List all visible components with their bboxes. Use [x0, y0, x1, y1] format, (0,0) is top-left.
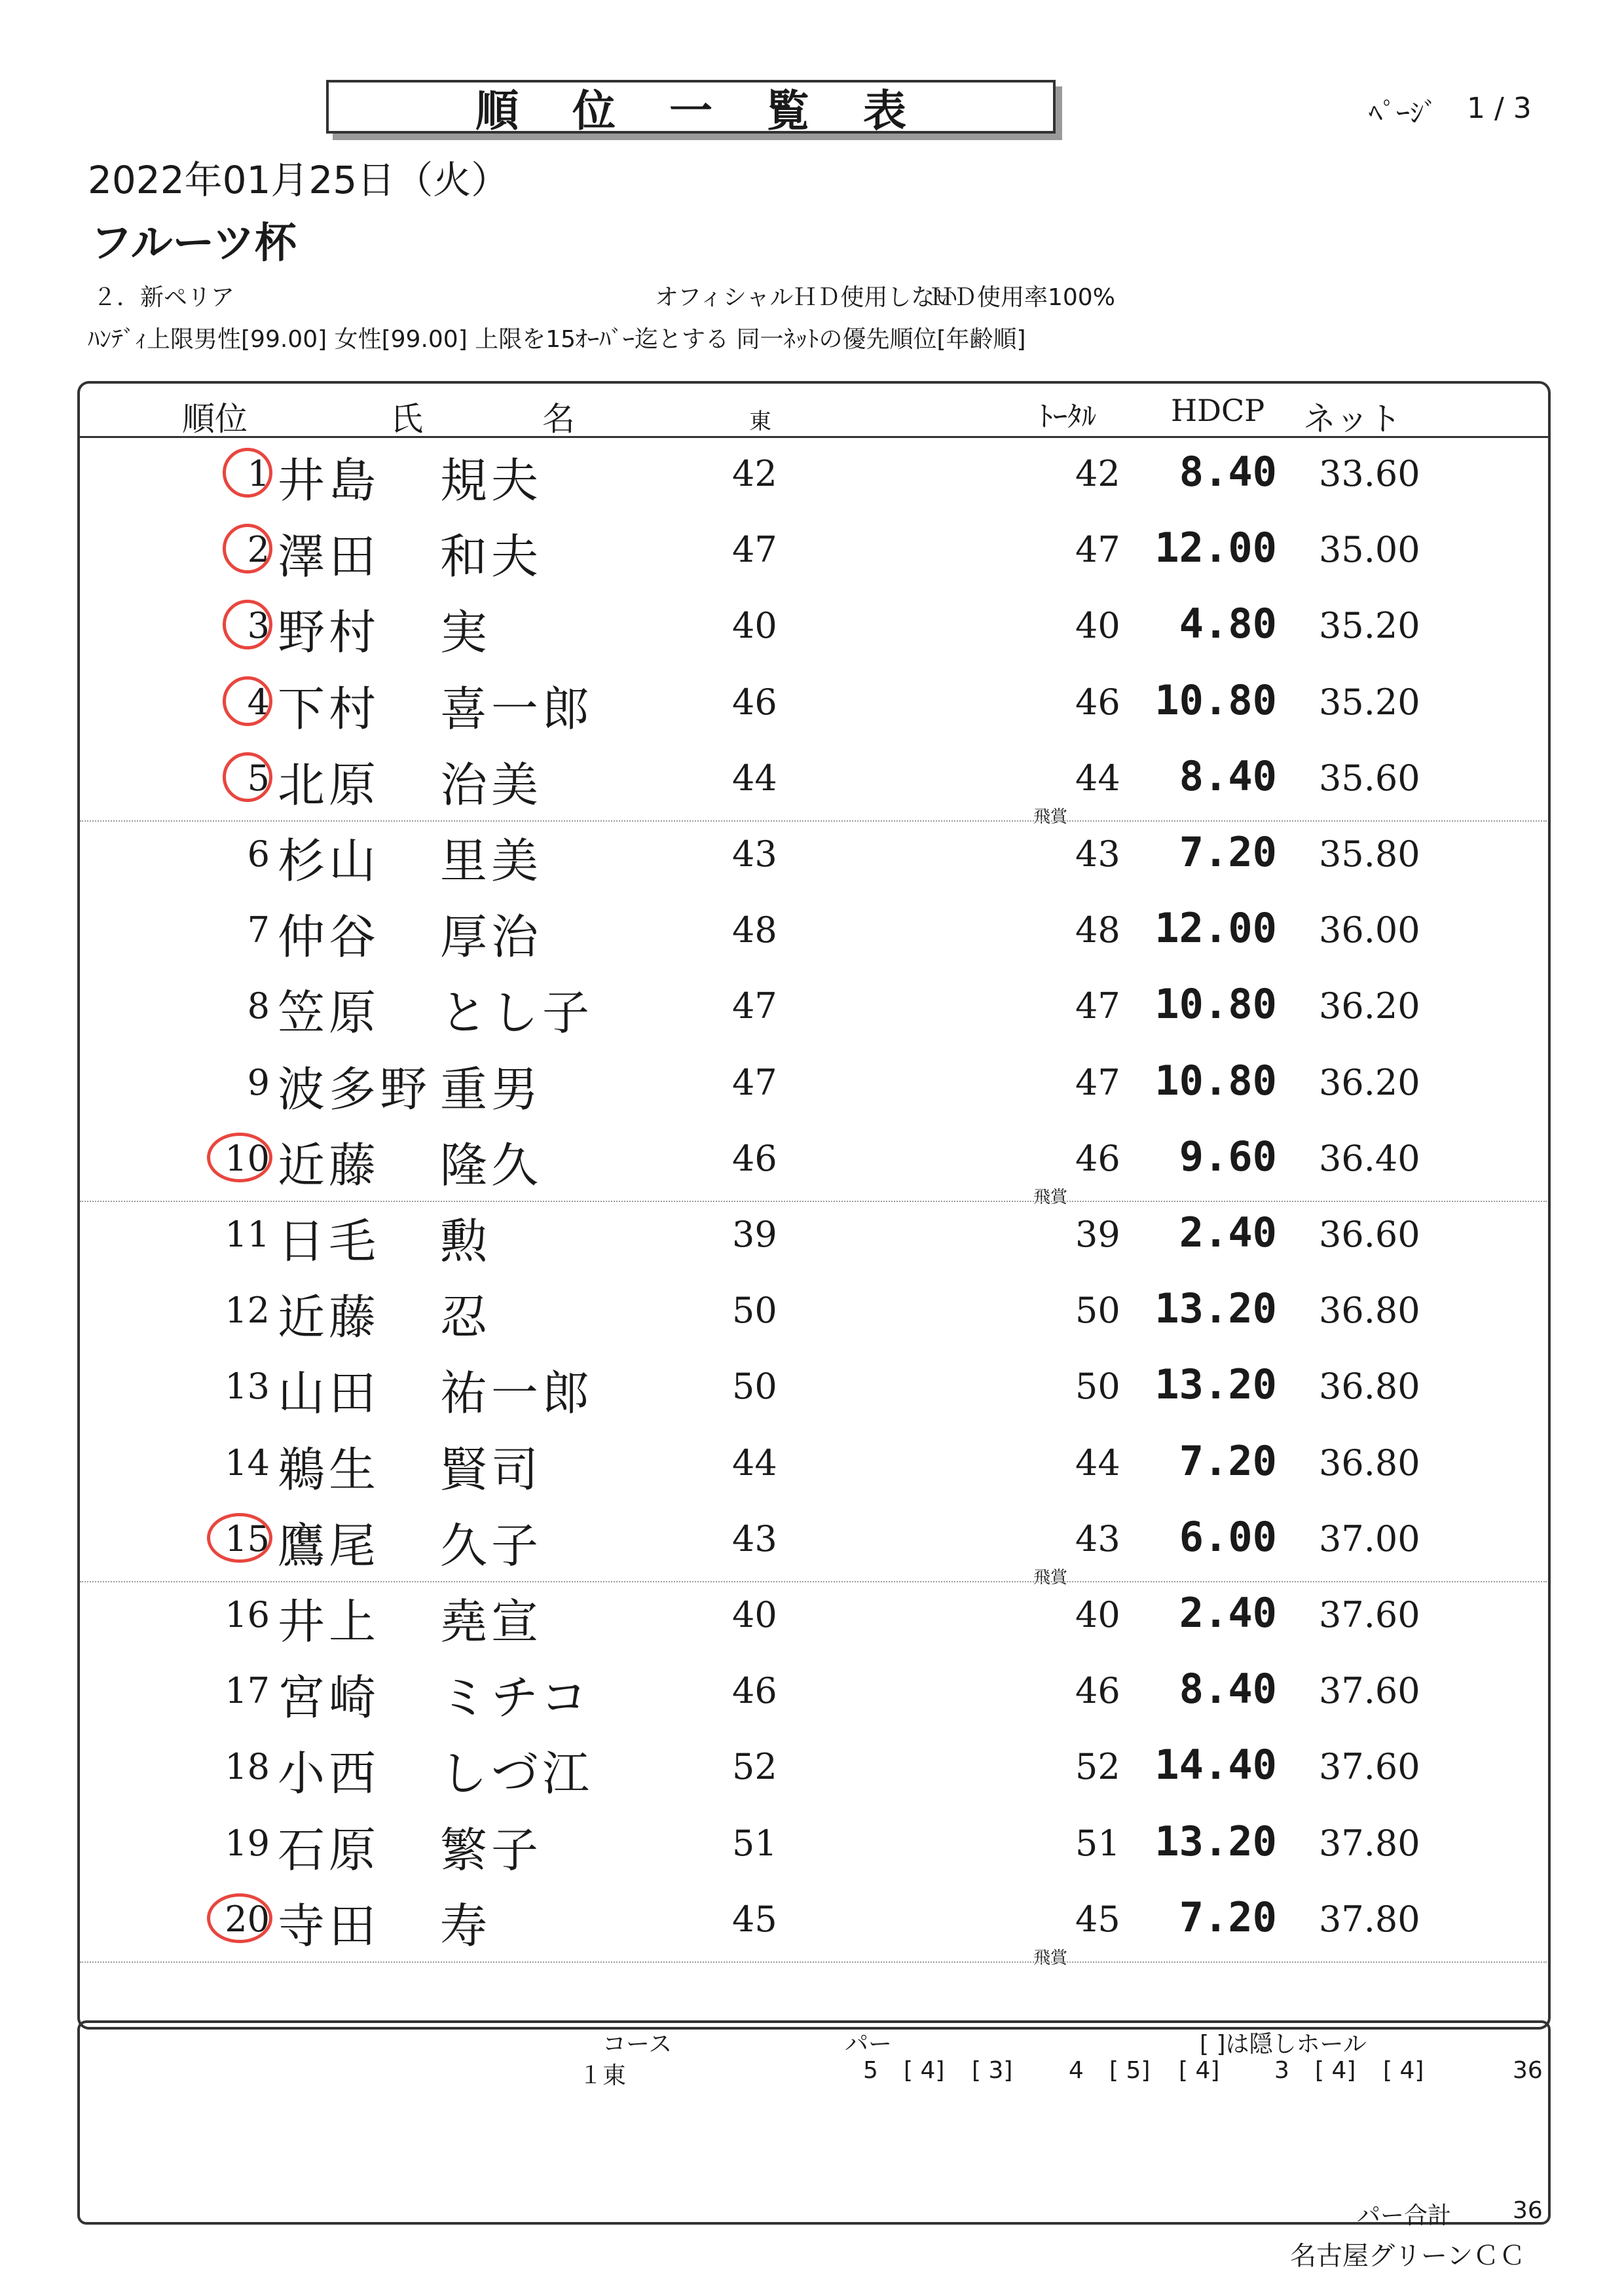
par-label: パー [845, 2031, 893, 2058]
prize-label: 飛賞 [1033, 1187, 1068, 1207]
course-total: 36 [1513, 2057, 1543, 2084]
east-score: 47 [732, 985, 777, 1027]
net-score: 35.20 [1319, 605, 1420, 647]
rank-number: 20 [225, 1898, 270, 1940]
total-score: 50 [1075, 1290, 1120, 1332]
page-label: ﾍﾟｰｼﾞ [1369, 97, 1438, 129]
player-surname: 鵜生 [278, 1442, 380, 1497]
east-score: 43 [732, 1518, 777, 1559]
table-row [0, 1048, 1624, 1123]
header-total: ﾄｰﾀﾙ [1039, 400, 1096, 433]
table-row [0, 1504, 1624, 1588]
rule-hd-rate: ＨＤ使用率100% [930, 284, 1115, 311]
handicap: 12.00 [1154, 524, 1277, 572]
handicap: 13.20 [1154, 1285, 1277, 1333]
player-given-name: 寿 [440, 1898, 492, 1954]
net-score: 33.60 [1319, 453, 1420, 494]
total-score: 46 [1075, 1137, 1120, 1179]
course-label: コース [602, 2031, 673, 2058]
hole-par: [ 3] [972, 2057, 1013, 2084]
east-score: 43 [732, 833, 777, 875]
player-surname: 下村 [278, 681, 380, 737]
table-row [0, 1732, 1624, 1808]
east-score: 46 [732, 1137, 777, 1179]
east-score: 44 [732, 1442, 777, 1484]
table-row [0, 1351, 1624, 1427]
rule-method: ２．新ペリア [93, 284, 235, 311]
player-surname: 小西 [278, 1746, 380, 1802]
total-score: 42 [1075, 453, 1120, 494]
table-row [0, 1275, 1624, 1351]
rank-circle-mark [207, 1133, 272, 1182]
player-given-name: 里美 [440, 833, 543, 888]
total-score: 45 [1075, 1898, 1120, 1940]
rank-circle-mark [223, 448, 272, 498]
competition-date: 2022年01月25日（火） [88, 158, 509, 202]
handicap: 7.20 [1179, 828, 1277, 876]
player-surname: 井上 [278, 1594, 380, 1649]
header-net: ネット [1303, 400, 1401, 438]
table-row [0, 515, 1624, 591]
table-row [0, 743, 1624, 827]
par-total-label: パー合計 [1357, 2202, 1452, 2229]
player-surname: 寺田 [278, 1898, 380, 1954]
player-given-name: 和夫 [440, 529, 543, 585]
table-row [0, 971, 1624, 1047]
rank-number: 8 [247, 985, 270, 1027]
player-surname: 鷹尾 [278, 1518, 380, 1573]
player-given-name: しづ江 [440, 1746, 594, 1802]
rank-number: 3 [247, 605, 270, 647]
handicap: 2.40 [1179, 1209, 1277, 1256]
page-title: 順位一覧表 [326, 80, 1056, 134]
rank-number: 19 [225, 1822, 270, 1864]
player-given-name: 治美 [440, 757, 543, 812]
total-score: 51 [1075, 1822, 1120, 1864]
total-score: 47 [1075, 529, 1120, 571]
rank-number: 17 [225, 1670, 270, 1712]
table-row [0, 1580, 1624, 1656]
player-surname: 井島 [278, 453, 380, 508]
east-score: 52 [732, 1746, 777, 1788]
table-row [0, 439, 1624, 515]
table-row [0, 1808, 1624, 1884]
total-score: 39 [1075, 1214, 1120, 1255]
rank-number: 1 [247, 453, 270, 494]
east-score: 44 [732, 757, 777, 799]
rank-number: 2 [247, 529, 270, 571]
player-given-name: 忍 [440, 1290, 492, 1345]
net-score: 35.60 [1319, 757, 1420, 799]
rank-circle-mark [223, 524, 272, 574]
player-surname: 仲谷 [278, 909, 380, 965]
competition-name: フルーツ杯 [90, 219, 297, 268]
group-divider [80, 1961, 1547, 1963]
handicap: 7.20 [1179, 1893, 1277, 1941]
net-score: 36.60 [1319, 1214, 1420, 1255]
player-surname: 杉山 [278, 833, 380, 888]
hole-par: [ 4] [1383, 2057, 1424, 2084]
player-given-name: 実 [440, 605, 492, 661]
course-name: １東 [579, 2062, 627, 2089]
hole-par: [ 5] [1109, 2057, 1151, 2084]
rank-number: 9 [247, 1061, 270, 1103]
rank-number: 18 [225, 1746, 270, 1788]
prize-label: 飛賞 [1033, 807, 1068, 827]
rule-official-hd: オフィシャルＨＤ使用しない [655, 284, 959, 311]
hole-par: [ 4] [1179, 2057, 1220, 2084]
rank-circle-mark [207, 1513, 272, 1563]
table-row [0, 819, 1624, 895]
net-score: 37.60 [1319, 1670, 1420, 1712]
rank-number: 11 [225, 1214, 270, 1255]
handicap: 6.00 [1179, 1512, 1277, 1561]
table-row [0, 1884, 1624, 1968]
handicap: 13.20 [1154, 1360, 1277, 1409]
table-row [0, 1123, 1624, 1207]
player-given-name: 喜一郎 [440, 681, 594, 737]
east-score: 50 [732, 1290, 777, 1332]
rank-circle-mark [223, 600, 272, 649]
handicap: 10.80 [1154, 676, 1277, 724]
east-score: 46 [732, 1670, 777, 1712]
player-surname: 近藤 [278, 1290, 380, 1345]
rank-number: 6 [247, 833, 270, 875]
player-given-name: 勲 [440, 1214, 492, 1269]
player-surname: 北原 [278, 757, 380, 812]
net-score: 35.20 [1319, 681, 1420, 723]
rank-circle-mark [207, 1893, 272, 1943]
prize-label: 飛賞 [1033, 1948, 1068, 1968]
total-score: 50 [1075, 1366, 1120, 1408]
player-given-name: 隆久 [440, 1137, 543, 1193]
header-hdcp: HDCP [1171, 393, 1265, 428]
total-score: 44 [1075, 757, 1120, 799]
table-row [0, 1199, 1624, 1275]
rank-number: 10 [225, 1137, 270, 1179]
east-score: 45 [732, 1898, 777, 1940]
total-score: 44 [1075, 1442, 1120, 1484]
player-surname: 宮崎 [278, 1670, 380, 1726]
net-score: 35.80 [1319, 833, 1420, 875]
net-score: 36.00 [1319, 909, 1420, 951]
net-score: 37.60 [1319, 1746, 1420, 1788]
net-score: 36.40 [1319, 1137, 1420, 1179]
rank-circle-mark [223, 752, 272, 802]
page-number: 1 / 3 [1467, 92, 1532, 125]
handicap: 14.40 [1154, 1741, 1277, 1789]
rank-number: 4 [247, 681, 270, 723]
player-given-name: 祐一郎 [440, 1366, 594, 1421]
net-score: 37.60 [1319, 1594, 1420, 1635]
rank-number: 13 [225, 1366, 270, 1408]
player-given-name: 繁子 [440, 1822, 543, 1878]
handicap: 7.20 [1179, 1436, 1277, 1485]
total-score: 52 [1075, 1746, 1120, 1788]
player-given-name: 規夫 [440, 453, 543, 508]
total-score: 43 [1075, 833, 1120, 875]
handicap: 12.00 [1154, 904, 1277, 953]
rank-number: 14 [225, 1442, 270, 1484]
net-score: 36.80 [1319, 1366, 1420, 1408]
rule-handicap-limits: ﾊﾝﾃﾞｨ上限男性[99.00] 女性[99.00] 上限を15ｵｰﾊﾞｰ迄とする 同一ﾈｯﾄの優先順位[年齢順] [88, 326, 1026, 353]
rank-number: 12 [225, 1290, 270, 1332]
rank-number: 15 [225, 1518, 270, 1559]
player-surname: 日毛 [278, 1214, 380, 1269]
total-score: 46 [1075, 1670, 1120, 1712]
player-surname: 石原 [278, 1822, 380, 1878]
header-name-2: 名 [542, 400, 575, 438]
player-given-name: 賢司 [440, 1442, 543, 1497]
east-score: 40 [732, 1594, 777, 1635]
east-score: 48 [732, 909, 777, 951]
total-score: 47 [1075, 1061, 1120, 1103]
net-score: 36.80 [1319, 1290, 1420, 1332]
handicap: 4.80 [1179, 600, 1277, 648]
player-surname: 野村 [278, 605, 380, 661]
total-score: 48 [1075, 909, 1120, 951]
east-score: 40 [732, 605, 777, 647]
net-score: 36.20 [1319, 985, 1420, 1027]
hole-par: 4 [1069, 2057, 1084, 2084]
table-row [0, 591, 1624, 666]
handicap: 13.20 [1154, 1817, 1277, 1865]
hole-par: [ 4] [904, 2057, 945, 2084]
player-given-name: 厚治 [440, 909, 543, 965]
total-score: 40 [1075, 605, 1120, 647]
player-given-name: 久子 [440, 1518, 543, 1573]
player-given-name: ミチコ [440, 1670, 592, 1726]
net-score: 37.80 [1319, 1822, 1420, 1864]
table-row [0, 667, 1624, 743]
player-surname: 近藤 [278, 1137, 380, 1193]
table-row [0, 1656, 1624, 1732]
header-name-1: 氏 [390, 400, 423, 438]
hole-par: [ 4] [1315, 2057, 1356, 2084]
header-rank: 順位 [182, 400, 248, 438]
net-score: 36.20 [1319, 1061, 1420, 1103]
header-east: 東 [749, 409, 771, 435]
player-given-name: 重男 [440, 1061, 543, 1117]
player-surname: 山田 [278, 1366, 380, 1421]
net-score: 37.80 [1319, 1898, 1420, 1940]
east-score: 39 [732, 1214, 777, 1255]
east-score: 51 [732, 1822, 777, 1864]
net-score: 35.00 [1319, 529, 1420, 571]
handicap: 10.80 [1154, 980, 1277, 1029]
player-surname: 澤田 [278, 529, 380, 585]
total-score: 47 [1075, 985, 1120, 1027]
rank-number: 16 [225, 1594, 270, 1635]
east-score: 46 [732, 681, 777, 723]
table-row [0, 895, 1624, 971]
handicap: 8.40 [1179, 448, 1277, 496]
handicap: 2.40 [1179, 1589, 1277, 1637]
hole-par: 3 [1274, 2057, 1289, 2084]
table-row [0, 1428, 1624, 1504]
east-score: 42 [732, 453, 777, 494]
rank-circle-mark [223, 676, 272, 726]
prize-label: 飛賞 [1033, 1567, 1068, 1588]
total-score: 46 [1075, 681, 1120, 723]
handicap: 10.80 [1154, 1056, 1277, 1104]
par-total: 36 [1513, 2197, 1543, 2224]
hidden-hole-note: [ ]は隠しホール [1200, 2031, 1367, 2058]
handicap: 9.60 [1179, 1132, 1277, 1180]
handicap: 8.40 [1179, 752, 1277, 800]
venue-name: 名古屋グリーンＣＣ [1290, 2241, 1526, 2271]
player-surname: 波多野 [278, 1061, 432, 1117]
net-score: 36.80 [1319, 1442, 1420, 1484]
player-given-name: とし子 [440, 985, 594, 1041]
east-score: 47 [732, 529, 777, 571]
rank-number: 7 [247, 909, 270, 951]
player-given-name: 堯宣 [440, 1594, 543, 1649]
handicap: 8.40 [1179, 1665, 1277, 1713]
east-score: 50 [732, 1366, 777, 1408]
rank-number: 5 [247, 757, 270, 799]
total-score: 43 [1075, 1518, 1120, 1559]
east-score: 47 [732, 1061, 777, 1103]
net-score: 37.00 [1319, 1518, 1420, 1559]
hole-par: 5 [863, 2057, 878, 2084]
total-score: 40 [1075, 1594, 1120, 1635]
player-surname: 笠原 [278, 985, 380, 1041]
